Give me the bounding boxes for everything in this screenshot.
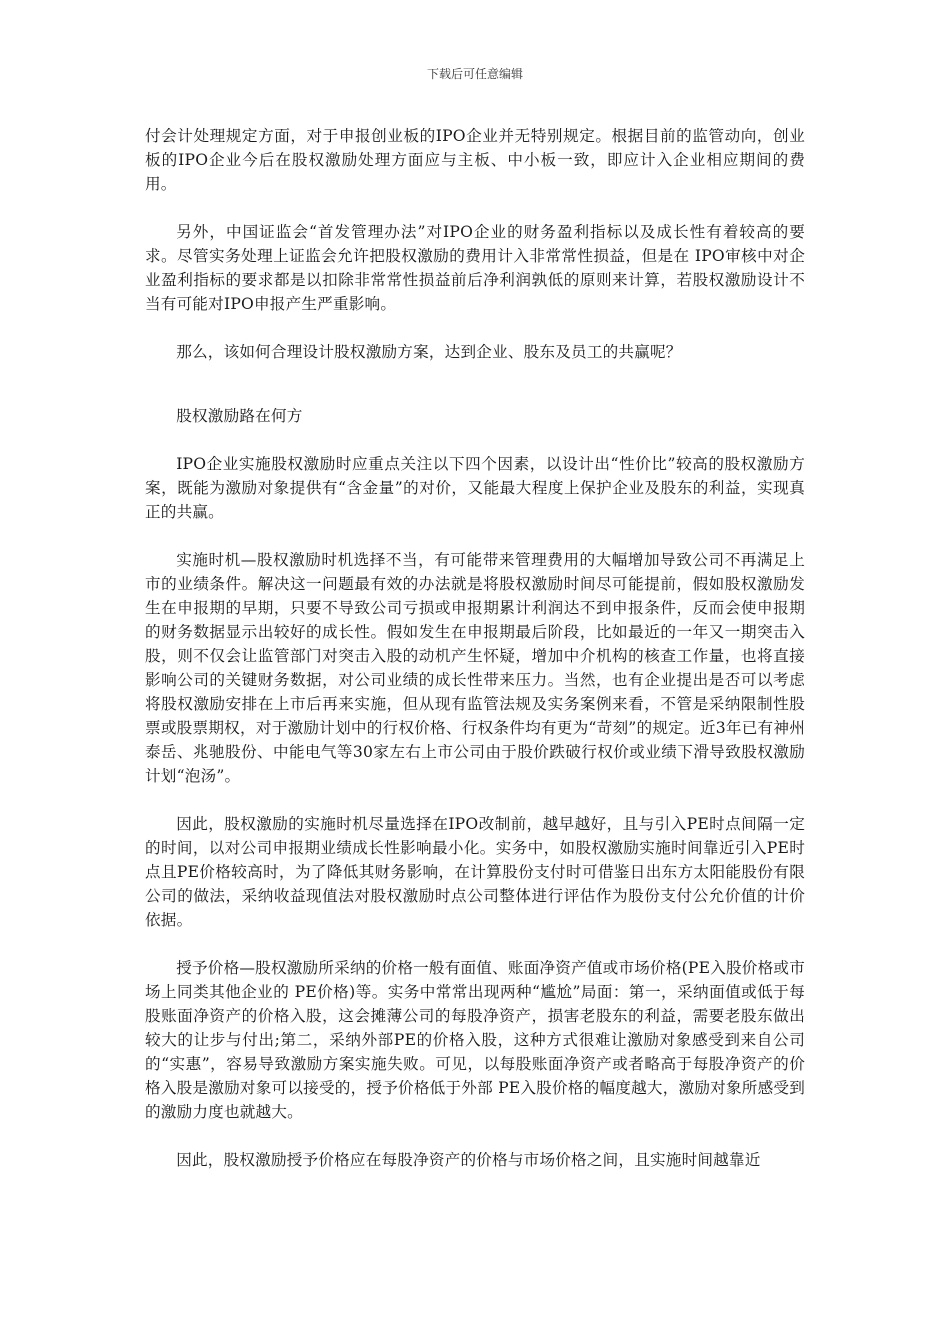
document-body: [145, 124, 805, 1196]
section-heading: 股权激励路在何方: [176, 407, 303, 425]
paragraph-timing: 实施时机—股权激励时机选择不当，有可能带来管理费用的大幅增加导致公司不再满足上市的业绩条件。解决这一问题最有效的办法就是将股权激励时间尽可能提前，假如股权激励发生在申报期的早期，只要不导致公司亏损或申报期累计利润达不到申报条件，反而会使申报期的财务数据显示出较好的成长性。假如发生在申报期最后阶段，比如最近的一年又一期突击入股，则不仅会让监管部门对突击入股的动机产生怀疑，增加中介机构的核查工作量，也将直接影响公司的关键财务数据，对公司业绩的成长性带来压力。当然，也有企业提出是否可以考虑将股权激励安排在上市后再来实施，但从现有监管法规及实务案例来看，不管是采纳限制性股票或股票期权，对于激励计划中的行权价格、行权条件均有更为“苛刻”的规定。近3年已有神州泰岳、兆驰股份、中能电气等30家左右上市公司由于股价跌破行权价或业绩下滑导致股权激励计划“泡汤”。: [145, 551, 805, 785]
paragraph-grant-price-conclusion: 因此，股权激励授予价格应在每股净资产的价格与市场价格之间，且实施时间越靠近: [176, 1151, 761, 1169]
paragraph-timing-conclusion: 因此，股权激励的实施时机尽量选择在IPO改制前，越早越好，且与引入PE时点间隔一定的时间，以对公司申报期业绩成长性影响最小化。实务中，如股权激励实施时间靠近引入PE时点且PE价格较高时，为了降低其财务影响，在计算股份支付时可借鉴日出东方太阳能股份有限公司的做法，采纳收益现值法对股权激励时点公司整体进行评估作为股份支付公允价值的计价依据。: [145, 815, 805, 929]
paragraph-four-factors: IPO企业实施股权激励时应重点关注以下四个因素，以设计出“性价比”较高的股权激励方案，既能为激励对象提供有“含金量”的对价，又能最大程度上保护企业及股东的利益，实现真正的共赢。: [145, 455, 805, 521]
page-header-note: 下载后可任意编辑: [426, 67, 523, 81]
paragraph-csrc-requirements: 另外，中国证监会“首发管理办法”对IPO企业的财务盈利指标以及成长性有着较高的要求。尽管实务处理上证监会允许把股权激励的费用计入非常常性损益，但是在 IPO审核中对企业盈利指标的要求都是以扣除非常常性损益前后净利润孰低的原则来计算，若股权激励设计不当有可能对IPO申报产生严重影响。: [145, 223, 805, 313]
paragraph-grant-price: 授予价格—股权激励所采纳的价格一般有面值、账面净资产值或市场价格(PE入股价格或市场上同类其他企业的 PE价格)等。实务中常常出现两种“尴尬”局面：第一，采纳面值或低于每股账面净资产的价格入股，这会摊薄公司的每股净资产，损害老股东的利益，需要老股东做出较大的让步与付出;第二，采纳外部PE的价格入股，这种方式很难让激励对象感受到来自公司的“实惠”，容易导致激励方案实施失败。可见，以每股账面净资产或者略高于每股净资产的价格入股是激励对象可以接受的，授予价格低于外部 PE入股价格的幅度越大，激励对象所感受到的激励力度也就越大。: [145, 959, 805, 1121]
paragraph-question: 那么，该如何合理设计股权激励方案，达到企业、股东及员工的共赢呢？: [176, 343, 682, 361]
paragraph-accounting-treatment: 付会计处理规定方面，对于申报创业板的IPO企业并无特别规定。根据目前的监管动向，创业板的IPO企业今后在股权激励处理方面应与主板、中小板一致，即应计入企业相应期间的费用。: [145, 127, 805, 193]
